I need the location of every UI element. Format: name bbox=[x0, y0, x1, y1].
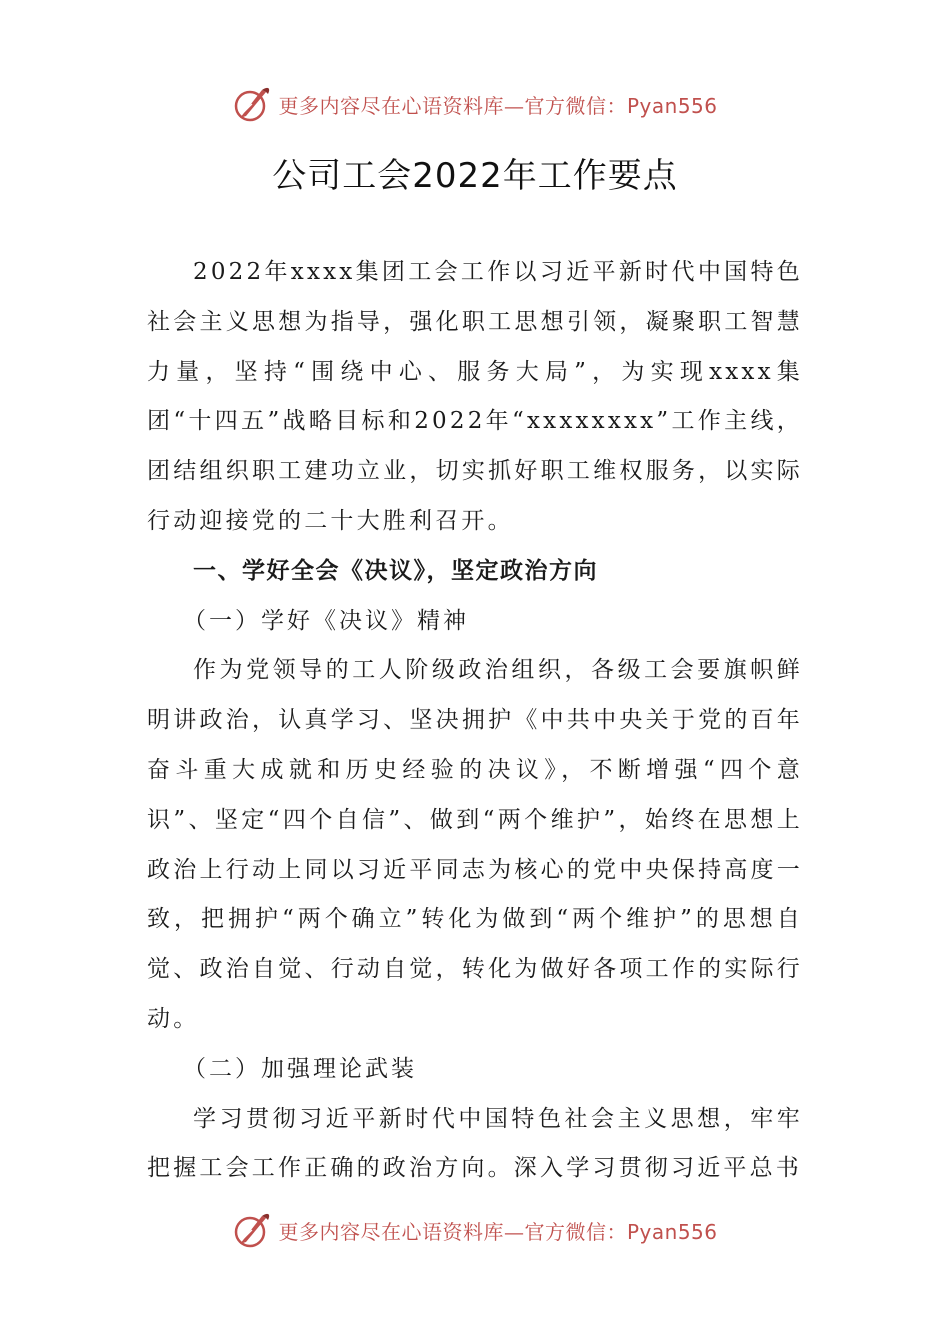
watermark-dash: — bbox=[503, 1219, 525, 1244]
feather-pen-logo-icon bbox=[232, 84, 272, 124]
watermark-suffix: 官方微信： bbox=[524, 93, 627, 118]
document-title: 公司工会2022年工作要点 bbox=[272, 156, 678, 196]
watermark-text bbox=[278, 90, 717, 119]
top-watermark-banner bbox=[0, 82, 950, 126]
watermark-wechat-id: Pyan556 bbox=[626, 1219, 718, 1244]
watermark-text bbox=[278, 1216, 717, 1245]
watermark-main: 更多内容尽在心语资料库 bbox=[278, 93, 504, 118]
section-1-heading: 一、学好全会《决议》，坚定政治方向 bbox=[193, 557, 598, 584]
intro-paragraph: 2022年xxxx集团工会工作以习近平新时代中国特色社会主义思想为指导，强化职工思想引领，凝聚职工智慧力量，坚持“围绕中心、服务大局”，为实现xxxx集团“十四五”战略目标和2022年“xxxxxxxx”工作主线，团结组织职工建功立业，切实抓好职工维权服务，以实际行动迎接党的二十大胜利召开。 bbox=[147, 259, 803, 534]
watermark-main: 更多内容尽在心语资料库 bbox=[278, 1219, 504, 1244]
watermark-suffix: 官方微信： bbox=[524, 1219, 627, 1244]
subsection-2-heading: （二）加强理论武装 bbox=[183, 1055, 417, 1082]
watermark-wechat-id: Pyan556 bbox=[626, 93, 718, 118]
subsection-2-paragraph: 学习贯彻习近平新时代中国特色社会主义思想，牢牢把握工会工作正确的政治方向。深入学习贯彻习近平总书 bbox=[147, 1105, 803, 1182]
feather-pen-logo-icon bbox=[232, 1210, 272, 1250]
watermark-dash: — bbox=[503, 93, 525, 118]
bottom-watermark-banner bbox=[0, 1208, 950, 1252]
subsection-1-paragraph: 作为党领导的工人阶级政治组织，各级工会要旗帜鲜明讲政治，认真学习、坚决拥护《中共中央关于党的百年奋斗重大成就和历史经验的决议》，不断增强“四个意识”、坚定“四个自信”、做到“两个维护”，始终在思想上政治上行动上同以习近平同志为核心的党中央保持高度一致，把拥护“两个确立”转化为做到“两个维护”的思想自觉、政治自觉、行动自觉，转化为做好各项工作的实际行动。 bbox=[147, 657, 803, 1032]
subsection-1-heading: （一）学好《决议》精神 bbox=[183, 607, 469, 634]
document-body bbox=[147, 248, 803, 1194]
